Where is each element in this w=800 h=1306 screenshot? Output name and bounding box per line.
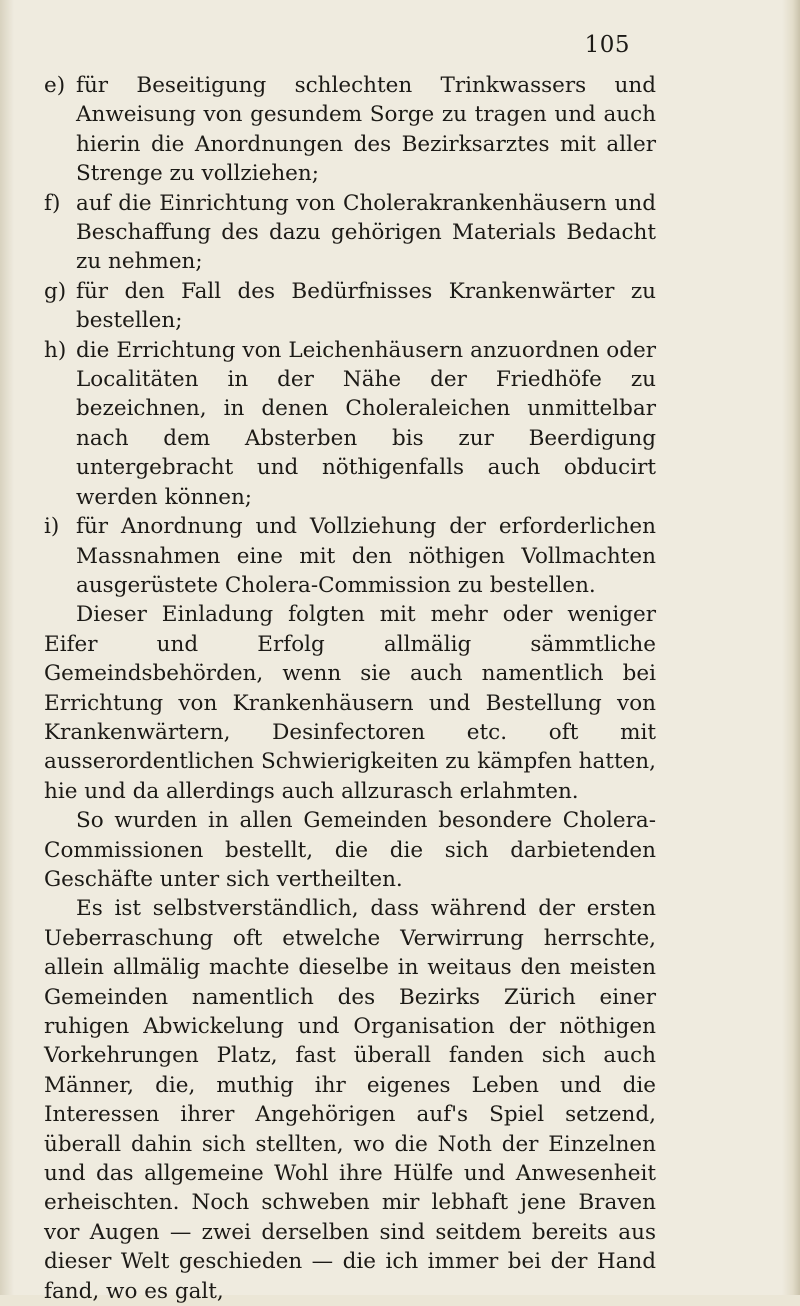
list-item-text: auf die Einrichtung von Cholerakrankenhäusern und Beschaffung des dazu gehörigen Materials Bedacht zu nehmen; bbox=[76, 190, 656, 275]
list-marker: i) bbox=[44, 514, 60, 540]
paragraph: Dieser Einladung folgten mit mehr oder weniger Eifer und Erfolg allmälig sämmtliche Gemeindsbehörden, wenn sie auch namentlich bei Errichtung von Krankenhäusern und Bestellung von Krankenwärtern, Desinfectoren etc. oft mit ausserordentlichen Schwierigkeiten zu kämpfen hatten, hie und da allerdings auch allzurasch erlahmten. bbox=[44, 602, 656, 804]
list-item bbox=[44, 336, 656, 512]
list-marker: f) bbox=[44, 190, 61, 216]
list-item bbox=[44, 512, 656, 600]
list-marker: e) bbox=[44, 73, 66, 98]
paragraph: Es ist selbstverständlich, dass während der ersten Ueberraschung oft etwelche Verwirrung herrschte, allein allmälig machte dieselbe in weitaus den meisten Gemeinden namentlich des Bezirks Zürich einer ruhigen Abwickelung und Organisation der nöthigen Vorkehrungen Platz, fast überall fanden sich auch Männer, die, muthig ihr eigenes Leben und die Interessen ihrer Angehörigen auf's Spiel setzend, überall dahin sich stellten, wo die Noth der Einzelnen und das allgemeine Wohl ihre Hülfe und Anwesenheit erheischten. Noch schweben mir lebhaft jene Braven vor Augen — zwei derselben sind seitdem bereits aus dieser Welt geschieden — die ich immer bei der Hand fand, wo es galt, bbox=[44, 896, 656, 1304]
list-item-text: für den Fall des Bedürfnisses Krankenwärter zu bestellen; bbox=[76, 278, 656, 334]
page-right-edge bbox=[782, 0, 800, 1295]
page-left-edge bbox=[0, 0, 14, 1295]
list-item bbox=[44, 277, 656, 336]
paragraph: So wurden in allen Gemeinden besondere Cholera-Commissionen bestellt, die die sich darbietenden Geschäfte unter sich vertheilten. bbox=[44, 808, 656, 892]
body-text bbox=[44, 71, 656, 1306]
page-number: 105 bbox=[584, 32, 630, 58]
list-item-text: für Beseitigung schlechten Trinkwassers und Anweisung von gesundem Sorge zu tragen und auch hierin die Anordnungen des Bezirksarztes mit aller Strenge zu vollziehen; bbox=[76, 73, 656, 187]
list-item-text: für Anordnung und Vollziehung der erforderlichen Massnahmen eine mit den nöthigen Vollmachten ausgerüstete Cholera-Commission zu bestellen. bbox=[76, 514, 656, 598]
list-marker: h) bbox=[44, 337, 67, 363]
list-item bbox=[44, 189, 656, 277]
list-item-text: die Errichtung von Leichenhäusern anzuordnen oder Localitäten in der Nähe der Friedhöfe zu bezeichnen, in denen Choleraleichen unmittelbar nach dem Absterben bis zur Beerdigung untergebracht und nöthigenfalls auch obducirt werden können; bbox=[76, 337, 656, 510]
list-item bbox=[44, 71, 656, 189]
list-marker: g) bbox=[44, 278, 67, 304]
